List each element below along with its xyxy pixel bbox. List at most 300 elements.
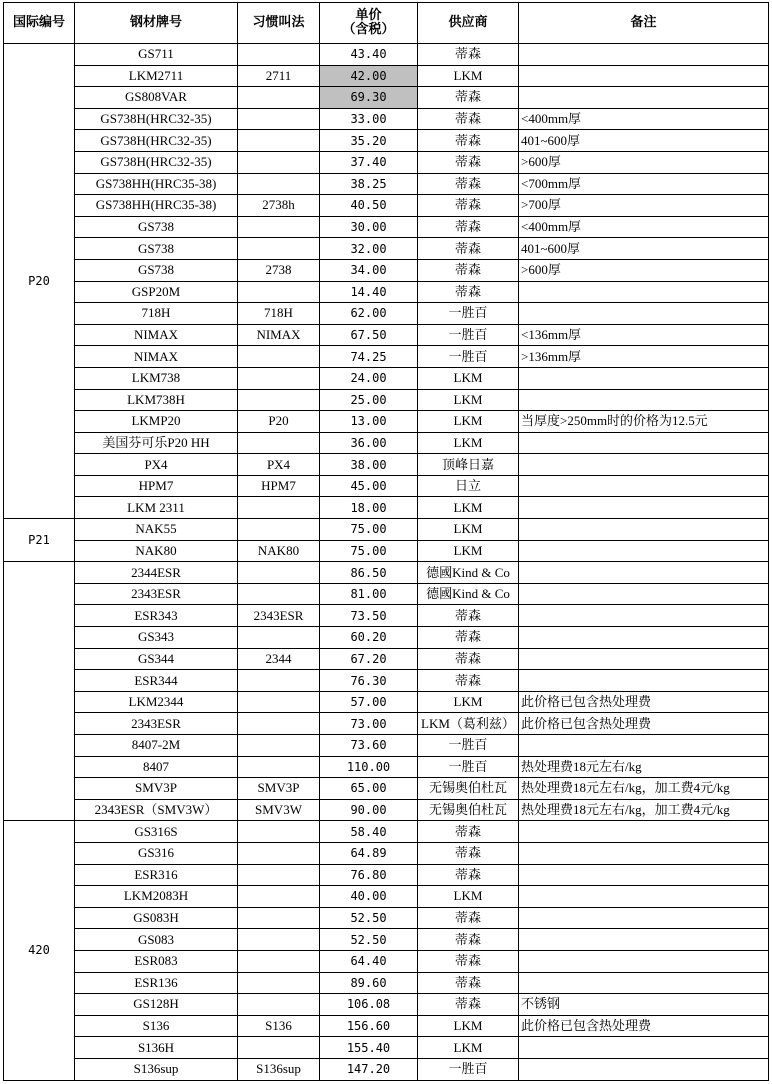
price-cell: 32.00: [320, 238, 418, 260]
price-cell: 74.25: [320, 346, 418, 368]
note-cell: [519, 454, 769, 476]
supplier-cell: 蒂森: [418, 627, 519, 649]
grade-cell: GS738: [75, 259, 238, 281]
supplier-cell: 日立: [418, 475, 519, 497]
grade-cell: SMV3P: [75, 778, 238, 800]
alias-cell: [238, 864, 320, 886]
grade-cell: S136sup: [75, 1058, 238, 1080]
note-cell: [519, 44, 769, 66]
table-row: [4, 238, 769, 260]
supplier-cell: 蒂森: [418, 216, 519, 238]
grade-cell: HPM7: [75, 475, 238, 497]
table-row: [4, 303, 769, 325]
alias-cell: [238, 756, 320, 778]
alias-cell: S136: [238, 1015, 320, 1037]
supplier-cell: 蒂森: [418, 151, 519, 173]
price-cell: 90.00: [320, 799, 418, 821]
note-cell: 热处理费18元左右/kg: [519, 756, 769, 778]
grade-cell: GSP20M: [75, 281, 238, 303]
table-row: [4, 324, 769, 346]
grade-cell: S136H: [75, 1037, 238, 1059]
note-cell: [519, 562, 769, 584]
supplier-cell: 蒂森: [418, 648, 519, 670]
header-price: [320, 3, 418, 44]
table-row: [4, 994, 769, 1016]
price-cell: 25.00: [320, 389, 418, 411]
table-row: [4, 1058, 769, 1080]
note-cell: >600厚: [519, 259, 769, 281]
price-cell: 73.50: [320, 605, 418, 627]
note-cell: [519, 432, 769, 454]
price-cell: 30.00: [320, 216, 418, 238]
price-cell: 24.00: [320, 367, 418, 389]
note-cell: [519, 281, 769, 303]
alias-cell: [238, 821, 320, 843]
note-cell: [519, 583, 769, 605]
alias-cell: [238, 907, 320, 929]
table-row: [4, 605, 769, 627]
note-cell: 此价格已包含热处理费: [519, 691, 769, 713]
header-row: [4, 3, 769, 44]
alias-cell: [238, 691, 320, 713]
grade-cell: GS711: [75, 44, 238, 66]
alias-cell: [238, 972, 320, 994]
supplier-cell: 蒂森: [418, 195, 519, 217]
price-cell: 38.00: [320, 454, 418, 476]
alias-cell: [238, 346, 320, 368]
alias-cell: [238, 497, 320, 519]
price-cell: 34.00: [320, 259, 418, 281]
price-cell: 75.00: [320, 540, 418, 562]
supplier-cell: LKM: [418, 540, 519, 562]
supplier-cell: 德國Kind & Co: [418, 562, 519, 584]
note-cell: <400mm厚: [519, 216, 769, 238]
alias-cell: [238, 87, 320, 109]
grade-cell: GS738: [75, 238, 238, 260]
header-note: 备注: [519, 3, 769, 44]
supplier-cell: 蒂森: [418, 605, 519, 627]
supplier-cell: LKM: [418, 519, 519, 541]
header-price-line2: （含税）: [342, 22, 395, 37]
price-cell: 73.60: [320, 735, 418, 757]
supplier-cell: 蒂森: [418, 259, 519, 281]
table-row: [4, 540, 769, 562]
supplier-cell: 顶峰日嘉: [418, 454, 519, 476]
alias-cell: [238, 130, 320, 152]
supplier-cell: LKM: [418, 1015, 519, 1037]
group-code-cell: P21: [4, 519, 75, 562]
table-row: [4, 130, 769, 152]
alias-cell: NIMAX: [238, 324, 320, 346]
grade-cell: 2343ESR（SMV3W）: [75, 799, 238, 821]
note-cell: >600厚: [519, 151, 769, 173]
table-row: [4, 670, 769, 692]
grade-cell: GS738H(HRC32-35): [75, 151, 238, 173]
alias-cell: [238, 842, 320, 864]
price-cell: 14.40: [320, 281, 418, 303]
grade-cell: 718H: [75, 303, 238, 325]
note-cell: [519, 929, 769, 951]
note-cell: [519, 540, 769, 562]
grade-cell: LKM2711: [75, 65, 238, 87]
header-price-line1: 单价: [355, 8, 382, 23]
supplier-cell: LKM: [418, 691, 519, 713]
table-row: [4, 562, 769, 584]
alias-cell: SMV3W: [238, 799, 320, 821]
note-cell: [519, 605, 769, 627]
steel-price-table: [3, 2, 769, 1081]
price-cell: 73.00: [320, 713, 418, 735]
grade-cell: GS083: [75, 929, 238, 951]
note-cell: >700厚: [519, 195, 769, 217]
header-alias: 习惯叫法: [238, 3, 320, 44]
note-cell: 不锈钢: [519, 994, 769, 1016]
note-cell: [519, 1037, 769, 1059]
supplier-cell: 蒂森: [418, 130, 519, 152]
alias-cell: [238, 432, 320, 454]
alias-cell: PX4: [238, 454, 320, 476]
table-row: [4, 907, 769, 929]
supplier-cell: LKM（葛利兹）: [418, 713, 519, 735]
supplier-cell: 蒂森: [418, 821, 519, 843]
alias-cell: S136sup: [238, 1058, 320, 1080]
table-row: [4, 627, 769, 649]
table-body: [4, 44, 769, 1081]
grade-cell: LKMP20: [75, 411, 238, 433]
table-row: [4, 195, 769, 217]
alias-cell: [238, 151, 320, 173]
table-row: [4, 87, 769, 109]
note-cell: 此价格已包含热处理费: [519, 1015, 769, 1037]
note-cell: [519, 303, 769, 325]
alias-cell: [238, 562, 320, 584]
price-cell: 33.00: [320, 108, 418, 130]
table-row: [4, 281, 769, 303]
price-cell: 40.00: [320, 886, 418, 908]
alias-cell: [238, 670, 320, 692]
price-cell: 38.25: [320, 173, 418, 195]
table-row: [4, 454, 769, 476]
note-cell: [519, 1058, 769, 1080]
price-cell: 45.00: [320, 475, 418, 497]
table-row: [4, 65, 769, 87]
table-row: [4, 1037, 769, 1059]
table-row: [4, 886, 769, 908]
supplier-cell: 蒂森: [418, 972, 519, 994]
price-cell: 57.00: [320, 691, 418, 713]
note-cell: 401~600厚: [519, 238, 769, 260]
grade-cell: ESR083: [75, 950, 238, 972]
supplier-cell: 一胜百: [418, 756, 519, 778]
supplier-cell: LKM: [418, 65, 519, 87]
grade-cell: GS738HH(HRC35-38): [75, 195, 238, 217]
supplier-cell: 一胜百: [418, 346, 519, 368]
note-cell: 当厚度>250mm时的价格为12.5元: [519, 411, 769, 433]
note-cell: 热处理费18元左右/kg，加工费4元/kg: [519, 799, 769, 821]
alias-cell: [238, 735, 320, 757]
supplier-cell: 蒂森: [418, 108, 519, 130]
supplier-cell: LKM: [418, 411, 519, 433]
supplier-cell: 蒂森: [418, 238, 519, 260]
note-cell: [519, 648, 769, 670]
grade-cell: NAK80: [75, 540, 238, 562]
note-cell: [519, 367, 769, 389]
price-cell: 42.00: [320, 65, 418, 87]
price-cell: 156.60: [320, 1015, 418, 1037]
price-cell: 37.40: [320, 151, 418, 173]
table-row: [4, 519, 769, 541]
table-row: [4, 799, 769, 821]
grade-cell: GS343: [75, 627, 238, 649]
grade-cell: GS128H: [75, 994, 238, 1016]
supplier-cell: 无锡奥伯杜瓦: [418, 799, 519, 821]
alias-cell: [238, 367, 320, 389]
supplier-cell: 蒂森: [418, 842, 519, 864]
table-row: [4, 151, 769, 173]
table-row: [4, 389, 769, 411]
table-row: [4, 44, 769, 66]
supplier-cell: LKM: [418, 886, 519, 908]
grade-cell: NAK55: [75, 519, 238, 541]
price-cell: 81.00: [320, 583, 418, 605]
alias-cell: [238, 238, 320, 260]
note-cell: <700mm厚: [519, 173, 769, 195]
supplier-cell: LKM: [418, 367, 519, 389]
table-row: [4, 713, 769, 735]
grade-cell: PX4: [75, 454, 238, 476]
grade-cell: NIMAX: [75, 346, 238, 368]
price-cell: 35.20: [320, 130, 418, 152]
supplier-cell: LKM: [418, 1037, 519, 1059]
supplier-cell: 蒂森: [418, 950, 519, 972]
supplier-cell: 蒂森: [418, 907, 519, 929]
table-row: [4, 735, 769, 757]
note-cell: <136mm厚: [519, 324, 769, 346]
alias-cell: P20: [238, 411, 320, 433]
price-cell: 60.20: [320, 627, 418, 649]
table-row: [4, 475, 769, 497]
alias-cell: [238, 108, 320, 130]
table-row: [4, 497, 769, 519]
supplier-cell: LKM: [418, 432, 519, 454]
price-cell: 40.50: [320, 195, 418, 217]
supplier-cell: 蒂森: [418, 87, 519, 109]
alias-cell: [238, 1037, 320, 1059]
alias-cell: [238, 627, 320, 649]
grade-cell: LKM738H: [75, 389, 238, 411]
note-cell: [519, 87, 769, 109]
table-row: [4, 648, 769, 670]
grade-cell: 8407-2M: [75, 735, 238, 757]
note-cell: [519, 950, 769, 972]
supplier-cell: LKM: [418, 389, 519, 411]
alias-cell: [238, 173, 320, 195]
group-code-cell: [4, 562, 75, 821]
table-row: [4, 778, 769, 800]
table-row: [4, 691, 769, 713]
price-cell: 67.50: [320, 324, 418, 346]
grade-cell: 2343ESR: [75, 713, 238, 735]
table-row: [4, 432, 769, 454]
supplier-cell: 无锡奥伯杜瓦: [418, 778, 519, 800]
table-row: [4, 972, 769, 994]
alias-cell: [238, 281, 320, 303]
supplier-cell: 蒂森: [418, 864, 519, 886]
alias-cell: HPM7: [238, 475, 320, 497]
supplier-cell: 蒂森: [418, 281, 519, 303]
alias-cell: 718H: [238, 303, 320, 325]
alias-cell: NAK80: [238, 540, 320, 562]
grade-cell: ESR344: [75, 670, 238, 692]
supplier-cell: 德國Kind & Co: [418, 583, 519, 605]
group-code-cell: P20: [4, 44, 75, 519]
grade-cell: S136: [75, 1015, 238, 1037]
alias-cell: [238, 519, 320, 541]
grade-cell: GS083H: [75, 907, 238, 929]
note-cell: [519, 475, 769, 497]
supplier-cell: LKM: [418, 497, 519, 519]
note-cell: [519, 972, 769, 994]
alias-cell: [238, 44, 320, 66]
note-cell: 此价格已包含热处理费: [519, 713, 769, 735]
alias-cell: 2344: [238, 648, 320, 670]
price-cell: 18.00: [320, 497, 418, 519]
supplier-cell: 蒂森: [418, 173, 519, 195]
note-cell: [519, 821, 769, 843]
note-cell: [519, 864, 769, 886]
price-cell: 64.89: [320, 842, 418, 864]
price-cell: 89.60: [320, 972, 418, 994]
table-row: [4, 756, 769, 778]
alias-cell: [238, 713, 320, 735]
group-code-cell: 420: [4, 821, 75, 1080]
grade-cell: GS738H(HRC32-35): [75, 108, 238, 130]
alias-cell: 2738: [238, 259, 320, 281]
note-cell: 热处理费18元左右/kg，加工费4元/kg: [519, 778, 769, 800]
grade-cell: LKM2083H: [75, 886, 238, 908]
header-code: 国际编号: [4, 3, 75, 44]
table-row: [4, 216, 769, 238]
grade-cell: GS738: [75, 216, 238, 238]
price-cell: 52.50: [320, 907, 418, 929]
price-cell: 43.40: [320, 44, 418, 66]
grade-cell: 2344ESR: [75, 562, 238, 584]
note-cell: >136mm厚: [519, 346, 769, 368]
table-row: [4, 821, 769, 843]
grade-cell: LKM 2311: [75, 497, 238, 519]
price-cell: 58.40: [320, 821, 418, 843]
note-cell: [519, 519, 769, 541]
header-supplier: 供应商: [418, 3, 519, 44]
note-cell: [519, 735, 769, 757]
price-cell: 69.30: [320, 87, 418, 109]
table-row: [4, 929, 769, 951]
supplier-cell: 一胜百: [418, 303, 519, 325]
grade-cell: LKM2344: [75, 691, 238, 713]
alias-cell: SMV3P: [238, 778, 320, 800]
alias-cell: [238, 950, 320, 972]
note-cell: [519, 907, 769, 929]
grade-cell: ESR343: [75, 605, 238, 627]
note-cell: [519, 842, 769, 864]
grade-cell: GS344: [75, 648, 238, 670]
alias-cell: [238, 216, 320, 238]
price-cell: 155.40: [320, 1037, 418, 1059]
price-cell: 86.50: [320, 562, 418, 584]
supplier-cell: 一胜百: [418, 1058, 519, 1080]
price-cell: 147.20: [320, 1058, 418, 1080]
table-row: [4, 411, 769, 433]
grade-cell: GS316S: [75, 821, 238, 843]
price-cell: 62.00: [320, 303, 418, 325]
grade-cell: LKM738: [75, 367, 238, 389]
table-row: [4, 173, 769, 195]
note-cell: [519, 389, 769, 411]
alias-cell: [238, 389, 320, 411]
alias-cell: 2711: [238, 65, 320, 87]
note-cell: [519, 497, 769, 519]
grade-cell: 2343ESR: [75, 583, 238, 605]
table-row: [4, 259, 769, 281]
table-row: [4, 842, 769, 864]
price-cell: 52.50: [320, 929, 418, 951]
table-row: [4, 1015, 769, 1037]
supplier-cell: 蒂森: [418, 929, 519, 951]
price-cell: 76.80: [320, 864, 418, 886]
price-cell: 67.20: [320, 648, 418, 670]
table-row: [4, 367, 769, 389]
price-cell: 65.00: [320, 778, 418, 800]
alias-cell: [238, 994, 320, 1016]
table-row: [4, 583, 769, 605]
alias-cell: 2343ESR: [238, 605, 320, 627]
note-cell: [519, 886, 769, 908]
header-grade: 钢材牌号: [75, 3, 238, 44]
grade-cell: NIMAX: [75, 324, 238, 346]
price-cell: 110.00: [320, 756, 418, 778]
grade-cell: ESR136: [75, 972, 238, 994]
table-row: [4, 864, 769, 886]
alias-cell: [238, 929, 320, 951]
supplier-cell: 蒂森: [418, 670, 519, 692]
table-row: [4, 346, 769, 368]
note-cell: [519, 65, 769, 87]
note-cell: <400mm厚: [519, 108, 769, 130]
alias-cell: [238, 583, 320, 605]
grade-cell: 美国芬可乐P20 HH: [75, 432, 238, 454]
grade-cell: GS808VAR: [75, 87, 238, 109]
alias-cell: 2738h: [238, 195, 320, 217]
price-cell: 64.40: [320, 950, 418, 972]
supplier-cell: 一胜百: [418, 324, 519, 346]
table-row: [4, 108, 769, 130]
note-cell: [519, 670, 769, 692]
supplier-cell: 蒂森: [418, 994, 519, 1016]
supplier-cell: 一胜百: [418, 735, 519, 757]
table-row: [4, 950, 769, 972]
note-cell: 401~600厚: [519, 130, 769, 152]
grade-cell: GS738HH(HRC35-38): [75, 173, 238, 195]
price-cell: 76.30: [320, 670, 418, 692]
grade-cell: 8407: [75, 756, 238, 778]
price-cell: 106.08: [320, 994, 418, 1016]
price-cell: 36.00: [320, 432, 418, 454]
alias-cell: [238, 886, 320, 908]
grade-cell: GS738H(HRC32-35): [75, 130, 238, 152]
grade-cell: ESR316: [75, 864, 238, 886]
price-cell: 75.00: [320, 519, 418, 541]
supplier-cell: 蒂森: [418, 44, 519, 66]
